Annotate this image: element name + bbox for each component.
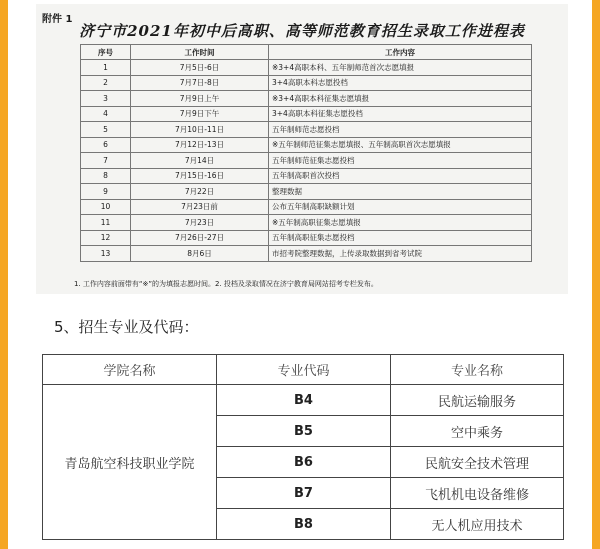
major-name-cell: 空中乘务 xyxy=(391,416,564,447)
schedule-cell: 8 xyxy=(81,168,131,184)
table-row xyxy=(43,385,564,416)
schedule-cell: 2 xyxy=(81,75,131,91)
schedule-row xyxy=(81,60,532,76)
schedule-footnote: 1. 工作内容前面带有“※”的为填报志愿时间。2. 投档及录取情况在济宁教育局网站招考专栏发布。 xyxy=(74,280,378,288)
schedule-cell: 市招考院整理数据，上传录取数据到省考试院 xyxy=(269,246,532,262)
schedule-table xyxy=(80,44,532,262)
schedule-cell: 五年制高职首次投档 xyxy=(269,168,532,184)
schedule-cell: 3+4高职本科征集志愿投档 xyxy=(269,106,532,122)
major-code-cell: B7 xyxy=(217,478,391,509)
scanned-document-image xyxy=(36,4,568,294)
schedule-cell: 3+4高职本科志愿投档 xyxy=(269,75,532,91)
schedule-header-row xyxy=(81,45,532,60)
major-code-cell: B4 xyxy=(217,385,391,416)
section-heading: 5、招生专业及代码： xyxy=(54,318,199,336)
schedule-row xyxy=(81,137,532,153)
schedule-cell: 7月26日-27日 xyxy=(131,230,269,246)
schedule-cell: 7月22日 xyxy=(131,184,269,200)
schedule-cell: 10 xyxy=(81,199,131,215)
schedule-cell: 7月14日 xyxy=(131,153,269,169)
schedule-cell: 7月9日上午 xyxy=(131,91,269,107)
schedule-cell: 6 xyxy=(81,137,131,153)
schedule-cell: 7月10日-11日 xyxy=(131,122,269,138)
major-code-cell: B5 xyxy=(217,416,391,447)
majors-table xyxy=(42,354,564,540)
schedule-cell: 13 xyxy=(81,246,131,262)
schedule-cell: 8月6日 xyxy=(131,246,269,262)
major-code-cell: B6 xyxy=(217,447,391,478)
schedule-row xyxy=(81,122,532,138)
schedule-cell: ※3+4高职本科、五年制师范首次志愿填报 xyxy=(269,60,532,76)
majors-header-name: 专业名称 xyxy=(391,355,564,385)
schedule-cell: 3 xyxy=(81,91,131,107)
schedule-cell: 7月15日-16日 xyxy=(131,168,269,184)
schedule-cell: 4 xyxy=(81,106,131,122)
schedule-cell: 7月23日前 xyxy=(131,199,269,215)
schedule-row xyxy=(81,215,532,231)
schedule-cell: 5 xyxy=(81,122,131,138)
schedule-row xyxy=(81,106,532,122)
schedule-row xyxy=(81,168,532,184)
schedule-cell: 7 xyxy=(81,153,131,169)
schedule-cell: 五年制高职征集志愿投档 xyxy=(269,230,532,246)
schedule-cell: 整理数据 xyxy=(269,184,532,200)
majors-header-college: 学院名称 xyxy=(43,355,217,385)
schedule-cell: ※五年制高职征集志愿填报 xyxy=(269,215,532,231)
college-name-cell: 青岛航空科技职业学院 xyxy=(43,385,217,540)
major-code-cell: B8 xyxy=(217,509,391,540)
major-name-cell: 民航安全技术管理 xyxy=(391,447,564,478)
content-panel xyxy=(8,0,592,549)
schedule-cell: 9 xyxy=(81,184,131,200)
schedule-cell: ※3+4高职本科征集志愿填报 xyxy=(269,91,532,107)
schedule-row xyxy=(81,75,532,91)
major-name-cell: 飞机机电设备维修 xyxy=(391,478,564,509)
majors-header-code: 专业代码 xyxy=(217,355,391,385)
schedule-cell: 7月7日-8日 xyxy=(131,75,269,91)
schedule-cell: 7月12日-13日 xyxy=(131,137,269,153)
schedule-cell: 7月5日-6日 xyxy=(131,60,269,76)
schedule-cell: 11 xyxy=(81,215,131,231)
schedule-row xyxy=(81,230,532,246)
schedule-row xyxy=(81,184,532,200)
schedule-header-content: 工作内容 xyxy=(269,45,532,60)
schedule-row xyxy=(81,199,532,215)
major-name-cell: 民航运输服务 xyxy=(391,385,564,416)
schedule-cell: 7月23日 xyxy=(131,215,269,231)
schedule-header-time: 工作时间 xyxy=(131,45,269,60)
majors-header-row xyxy=(43,355,564,385)
schedule-cell: 公布五年制高职缺额计划 xyxy=(269,199,532,215)
schedule-cell: 12 xyxy=(81,230,131,246)
schedule-title: 济宁市2021年初中后高职、高等师范教育招生录取工作进程表 xyxy=(79,22,525,40)
schedule-header-index: 序号 xyxy=(81,45,131,60)
schedule-cell: ※五年制师范征集志愿填报、五年制高职首次志愿填报 xyxy=(269,137,532,153)
schedule-row xyxy=(81,246,532,262)
annex-label: 附件 1 xyxy=(42,14,73,25)
schedule-row xyxy=(81,153,532,169)
schedule-cell: 五年制师范征集志愿投档 xyxy=(269,153,532,169)
schedule-row xyxy=(81,91,532,107)
schedule-cell: 7月9日下午 xyxy=(131,106,269,122)
major-name-cell: 无人机应用技术 xyxy=(391,509,564,540)
schedule-cell: 五年制师范志愿投档 xyxy=(269,122,532,138)
schedule-cell: 1 xyxy=(81,60,131,76)
